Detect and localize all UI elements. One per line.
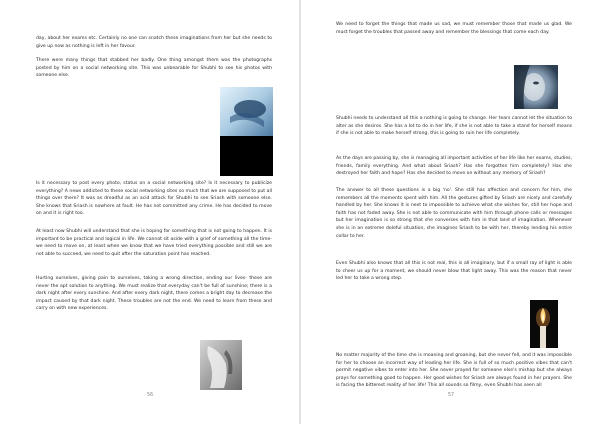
right-paragraph-5: Even Shubhi also knows that all this is not real, this is all imaginary, but if a small ray of light is able to cheer us up for a moment, we should never blow that light away. This was the reason that never led her to take a wrong step. bbox=[336, 261, 572, 282]
left-paragraph-5: Hurting ourselves, giving pain to ourselves, taking a wrong direction, ending our lives- these are never the apt solution to anything. We must realize that everyday can't be full of sunshine; there is a dark night after every sunshine. And after every dark night, there comes a bright day to decrease the impact caused by that dark night. These troubles are not the end. We need to learn from these and carry on with new experiences. bbox=[36, 276, 272, 312]
left-paragraph-3: Is it necessary to post every photo, status on a social networking site? Is it necessary to publicize everything? A news addicted to these social networking sites so much that we are supposed to put all things over there? It was as dreadful as an acid attack for Shubhi to see Sriash with someone else. She knows that Sriash is nowhere at fault. He has not committed any crime. He has decided to move on and it is right too. bbox=[36, 181, 272, 217]
sad-girl-photo bbox=[220, 87, 273, 176]
right-paragraph-3: As the days are passing by, she is managing all important activities of her life like her exams, studies, friends, family everything. And what about Sriash? Has she forgotten him completely? Has she destroyed her faith and hope? Has she decided to move on without any memory of Sriash? bbox=[336, 156, 572, 177]
right-paragraph-1: We need to forget the things that made us sad, we must remember those that made us glad. We must forget the troubles that passed away and remember the blessings that come each day. bbox=[336, 22, 572, 35]
left-paragraph-1: day, about her exams etc. Certainly no one can snatch these imaginations from her but she needs to give up now as nothing is left in her favour. bbox=[36, 36, 272, 49]
page-number-right: 57 bbox=[447, 392, 455, 398]
candle-photo bbox=[530, 300, 558, 348]
left-paragraph-4: At least now Shubhi will understand that she is hoping for something that is not going to happen. It is important to be practical and logical in life. We cannot sit aside with a grief of something all the time- we need to move on, at least when we know that we have tried everything possible and still we are not able to succeed, we need to quit after the saturation point has reached. bbox=[36, 229, 272, 257]
page-number-left: 56 bbox=[146, 392, 154, 398]
crying-girl-photo bbox=[514, 65, 558, 109]
left-page bbox=[0, 0, 299, 424]
left-paragraph-2: There were many things that stabbed her badly. One thing amongst them was the photographs posted by him on a social networking site. This was unbearable for Shubhi to see his photos with someone else. bbox=[36, 58, 272, 79]
right-paragraph-4: The answer to all these questions is a big 'no'. She still has affection and concern for him, she remembers all the moments spent with him. All the gestures gifted by Sriash are nicely and carefully handled by her. She knows it is next to impossible to achieve what she wishes for, still her hope and faith has not faded away. She is not able to communicate with him through phone calls or messages but her imagination is so strong that she converses with him in that land of imagination. Whenever she is in an extreme doleful situation, she imagines Sriash to be with her, thereby lending his entire collar to her. bbox=[336, 188, 572, 239]
hand-on-wall-photo bbox=[200, 340, 242, 390]
right-page bbox=[301, 0, 600, 424]
right-paragraph-6: No matter majority of the time she is moaning and groaning, but she never fell, and it was impossible for her to choose an incorrect way of leading her life. She is full of so much positive vibes that can't permit negative vibes to enter into her. She never prayed for someone else's mishap but she always prays for something good to happen. Her good wishes for Sriash are always found in her prayers. She is facing the bitterest reality of her life! This all sounds so filmy, even Shubhi has seen all bbox=[336, 353, 572, 389]
right-paragraph-2: Shubhi needs to understand all this a nothing is going to change. Her tears cannot let the situation to alter as she desires. She has a lot to do in her life, if she is not able to take a stand for herself means if she is not able to make herself strong, this is going to ruin her life completely. bbox=[336, 116, 572, 137]
